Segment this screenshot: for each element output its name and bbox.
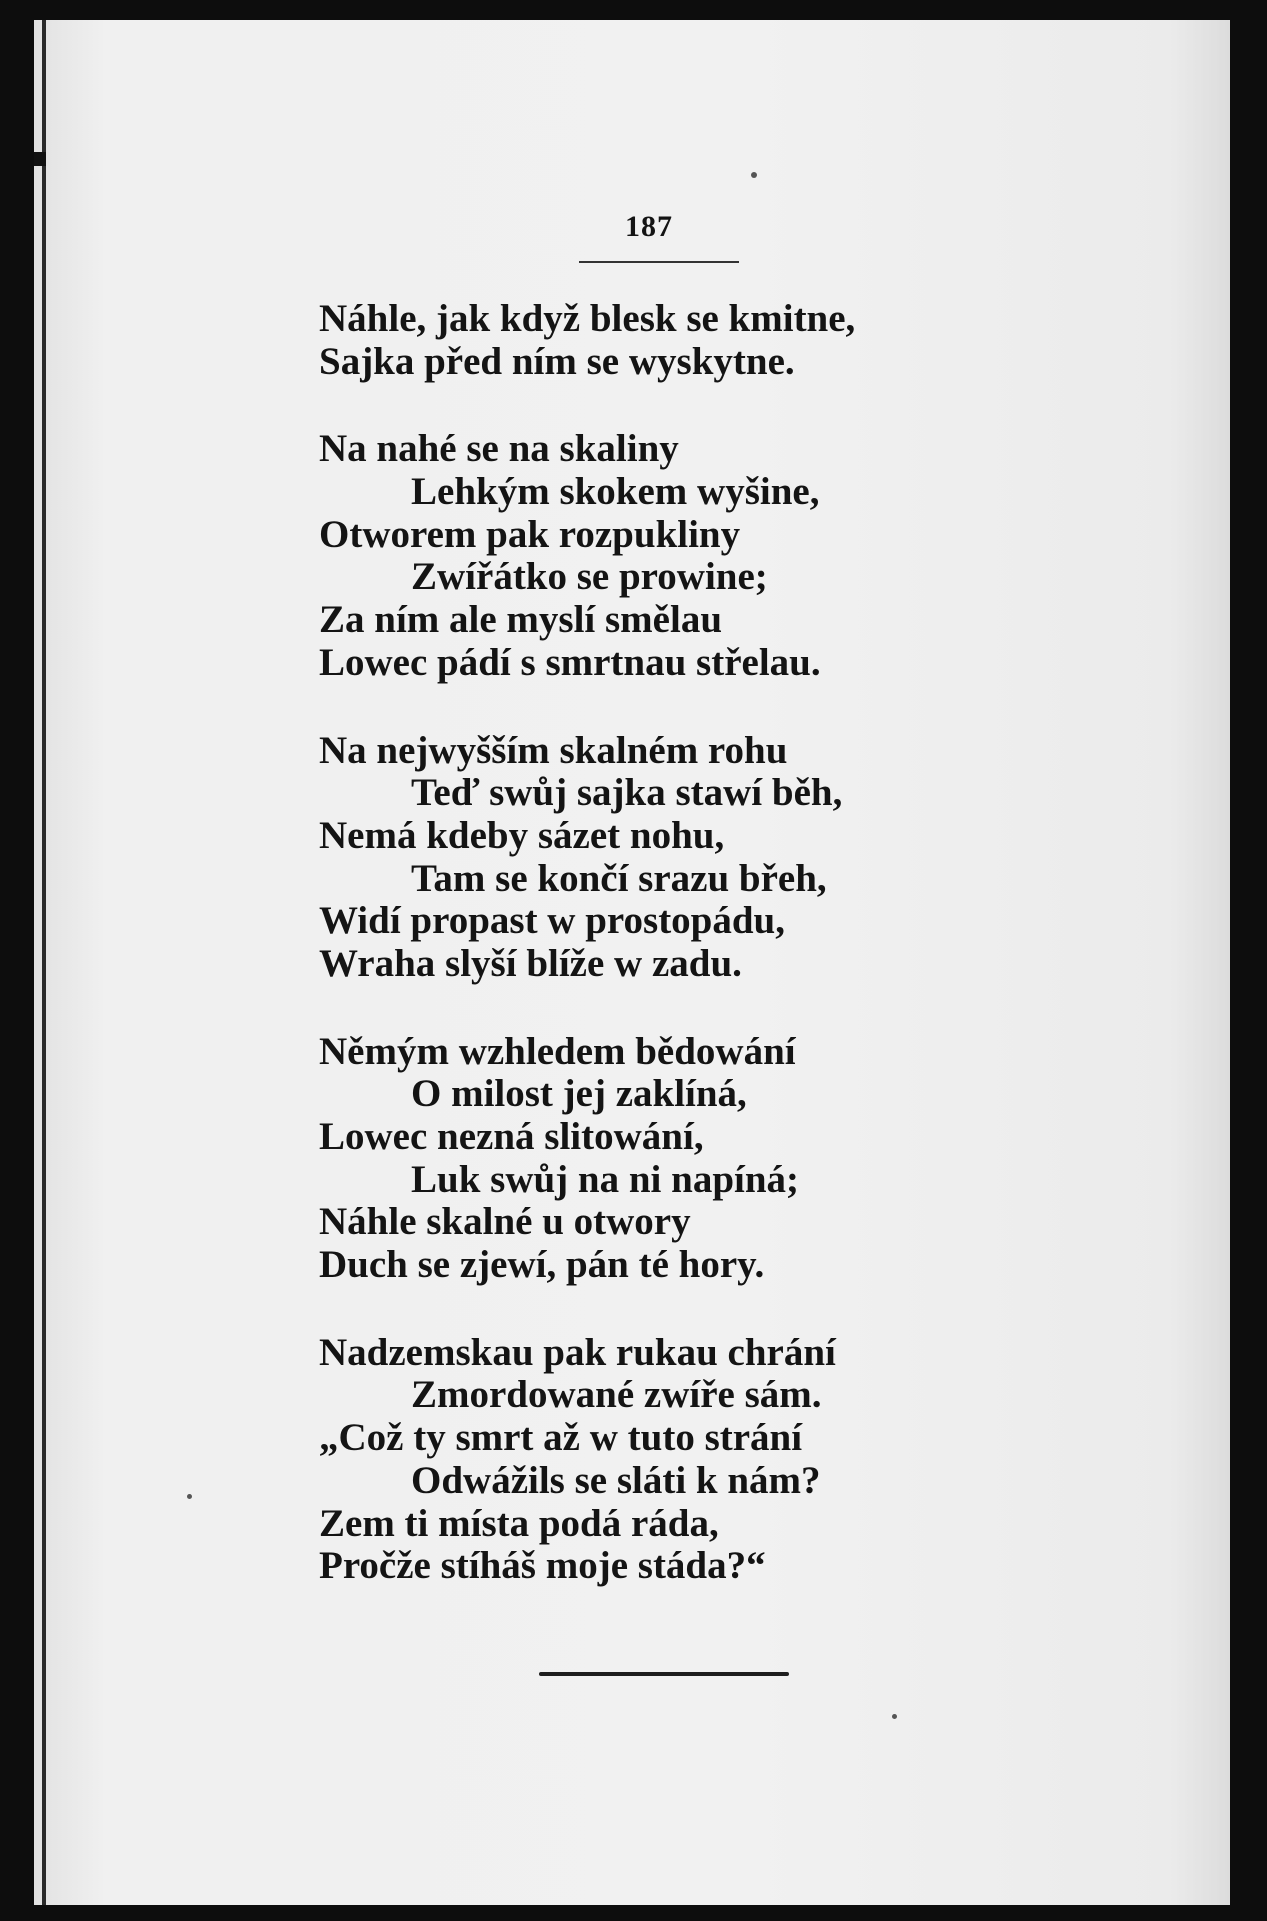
poem-line: Teď swůj sajka stawí běh, (411, 771, 843, 815)
poem-line: Zwířátko se prowine; (411, 555, 768, 599)
ink-speck (751, 172, 757, 178)
poem-line: Lehkým skokem wyšine, (411, 470, 820, 514)
ink-speck (187, 1494, 192, 1499)
poem-line: Luk swůj na ni napíná; (411, 1157, 800, 1201)
poem-line: Lowec pádí s smrtnau střelau. (319, 640, 821, 684)
poem-line: Náhle skalné u otwory (319, 1200, 691, 1244)
book-page (34, 20, 1230, 1905)
poem-line: Tam se končí srazu břeh, (411, 856, 827, 900)
poem-line: Zem ti místa podá ráda, (319, 1501, 719, 1545)
stanza (319, 298, 1019, 383)
poem-line: Duch se zjewí, pán té hory. (319, 1243, 765, 1287)
page-number: 187 (625, 210, 673, 243)
stanza (319, 428, 1019, 684)
page-number-rule (579, 261, 739, 263)
poem-line: Náhle, jak když blesk se kmitne, (319, 297, 856, 340)
poem-line: Sajka před ním se wyskytne. (319, 339, 795, 383)
poem-line: Nemá kdeby sázet nohu, (319, 813, 725, 857)
poem-line: O milost jej zaklíná, (411, 1072, 747, 1116)
stanza-gap (319, 986, 1019, 1031)
poem-line: Za ním ale myslí smělau (319, 598, 723, 642)
stanza (319, 1031, 1019, 1287)
stanza (319, 1332, 1019, 1588)
poem-line: Zmordowané zwíře sám. (411, 1373, 822, 1417)
poem-line: Otworem pak rozpukliny (319, 512, 741, 556)
poem-text (319, 298, 1019, 1588)
stanza (319, 730, 1019, 986)
poem-line: Pročže stíháš moje stáda?“ (319, 1544, 766, 1588)
stanza-gap (319, 685, 1019, 730)
stanza-gap (319, 383, 1019, 428)
binding-mark (34, 152, 46, 166)
binding-edge (42, 20, 46, 1905)
poem-line: Wraha slyší blíže w zadu. (319, 941, 742, 985)
poem-line: „Což ty smrt až w tuto strání (319, 1416, 803, 1460)
poem-line: Na nejwyšším skalném rohu (319, 728, 788, 772)
stanza-gap (319, 1287, 1019, 1332)
poem-line: Na nahé se na skaliny (319, 427, 679, 471)
poem-line: Nadzemskau pak rukau chrání (319, 1330, 836, 1374)
ink-speck (892, 1714, 897, 1719)
poem-line: Němým wzhledem bědowání (319, 1029, 796, 1073)
poem-line: Lowec nezná slitowání, (319, 1115, 704, 1158)
poem-line: Odwážils se sláti k nám? (411, 1458, 821, 1502)
poem-line: Widí propast w prostopádu, (319, 899, 786, 943)
end-ornament-rule (539, 1672, 789, 1676)
